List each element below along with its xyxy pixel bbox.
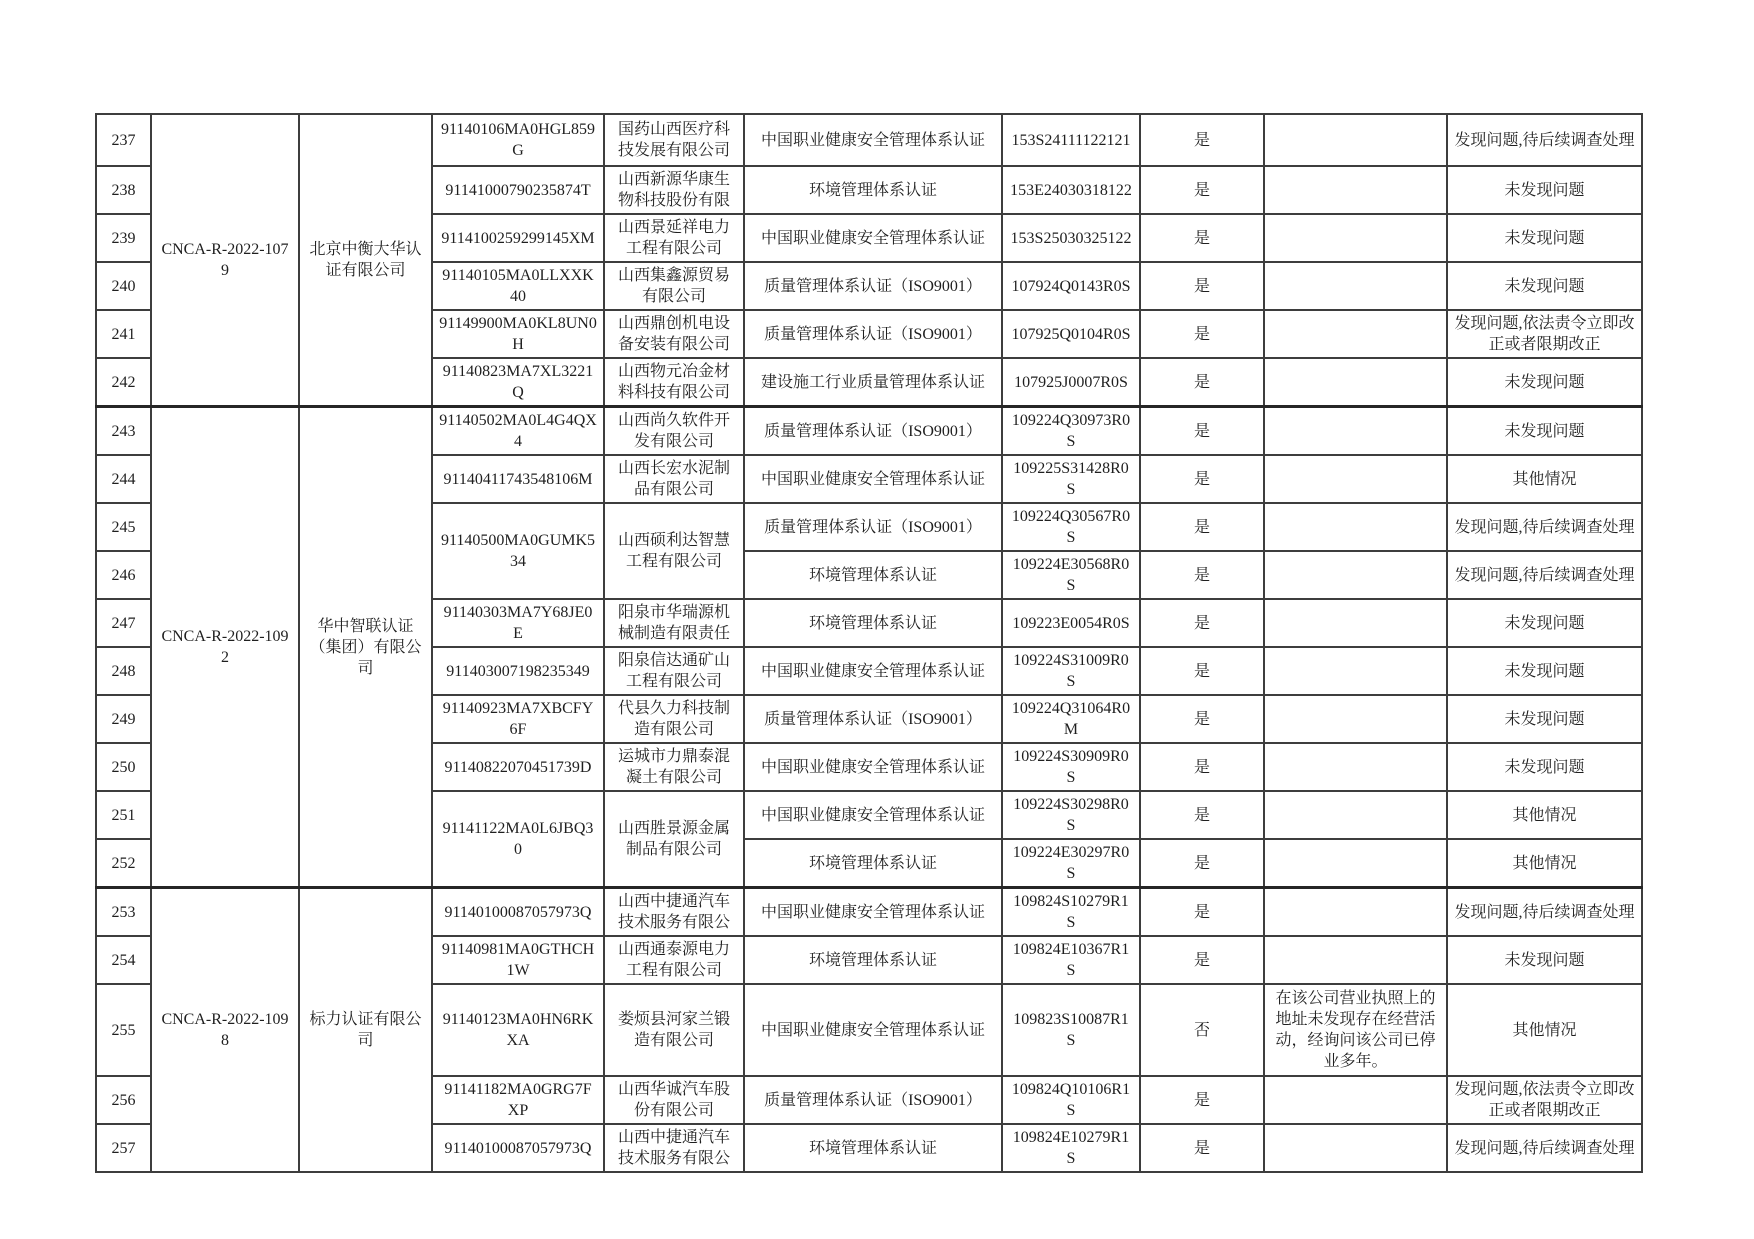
cert-number-cell: 109224Q30567R0S (1002, 503, 1140, 551)
certified-cell: 是 (1140, 695, 1264, 743)
cert-number-cell: 109824E10367R1S (1002, 936, 1140, 984)
certified-cell: 是 (1140, 839, 1264, 888)
cert-type-cell: 中国职业健康安全管理体系认证 (744, 214, 1002, 262)
cert-number-cell: 109223E0054R0S (1002, 599, 1140, 647)
certified-cell: 是 (1140, 166, 1264, 214)
row-number-cell: 249 (96, 695, 151, 743)
cert-number-cell: 109224S31009R0S (1002, 647, 1140, 695)
company-cell: 山西长宏水泥制品有限公司 (604, 455, 744, 503)
credit-code-cell: 9114100259299145XM (432, 214, 604, 262)
result-cell: 其他情况 (1447, 455, 1642, 503)
row-number-cell: 248 (96, 647, 151, 695)
cert-type-cell: 中国职业健康安全管理体系认证 (744, 114, 1002, 166)
credit-code-cell: 91140100087057973Q (432, 1124, 604, 1172)
table-row (96, 407, 1642, 456)
row-number-cell: 257 (96, 1124, 151, 1172)
row-number-cell: 245 (96, 503, 151, 551)
company-cell: 山西尚久软件开发有限公司 (604, 407, 744, 456)
company-cell: 山西通泰源电力工程有限公司 (604, 936, 744, 984)
cert-type-cell: 环境管理体系认证 (744, 599, 1002, 647)
note-cell (1264, 358, 1447, 407)
cert-type-cell: 环境管理体系认证 (744, 166, 1002, 214)
result-cell: 未发现问题 (1447, 407, 1642, 456)
cert-type-cell: 质量管理体系认证（ISO9001） (744, 695, 1002, 743)
certified-cell: 是 (1140, 936, 1264, 984)
cert-number-cell: 109224E30297R0S (1002, 839, 1140, 888)
credit-code-cell: 91140923MA7XBCFY6F (432, 695, 604, 743)
cert-number-cell: 109824S10279R1S (1002, 888, 1140, 937)
note-cell (1264, 114, 1447, 166)
note-cell (1264, 1076, 1447, 1124)
result-cell: 未发现问题 (1447, 743, 1642, 791)
row-number-cell: 244 (96, 455, 151, 503)
row-number-cell: 255 (96, 984, 151, 1076)
result-cell: 发现问题,待后续调查处理 (1447, 503, 1642, 551)
note-cell (1264, 1124, 1447, 1172)
result-cell: 未发现问题 (1447, 936, 1642, 984)
credit-code-cell: 91140500MA0GUMK534 (432, 503, 604, 599)
note-cell (1264, 936, 1447, 984)
cert-type-cell: 质量管理体系认证（ISO9001） (744, 407, 1002, 456)
certified-cell: 是 (1140, 262, 1264, 310)
note-cell (1264, 888, 1447, 937)
certified-cell: 是 (1140, 791, 1264, 839)
company-cell: 国药山西医疗科技发展有限公司 (604, 114, 744, 166)
note-cell (1264, 551, 1447, 599)
cert-number-cell: 109824Q10106R1S (1002, 1076, 1140, 1124)
cert-type-cell: 中国职业健康安全管理体系认证 (744, 984, 1002, 1076)
cert-number-cell: 109224S30298R0S (1002, 791, 1140, 839)
cert-type-cell: 中国职业健康安全管理体系认证 (744, 888, 1002, 937)
cert-type-cell: 中国职业健康安全管理体系认证 (744, 791, 1002, 839)
certification-body-cell: 标力认证有限公司 (299, 888, 432, 1173)
cert-number-cell: 153S24111122121 (1002, 114, 1140, 166)
certified-cell: 是 (1140, 310, 1264, 358)
cert-type-cell: 中国职业健康安全管理体系认证 (744, 455, 1002, 503)
result-cell: 发现问题,待后续调查处理 (1447, 114, 1642, 166)
certified-cell: 是 (1140, 599, 1264, 647)
credit-code-cell: 91140502MA0L4G4QX4 (432, 407, 604, 456)
note-cell (1264, 455, 1447, 503)
cert-number-cell: 107924Q0143R0S (1002, 262, 1140, 310)
certified-cell: 否 (1140, 984, 1264, 1076)
cert-number-cell: 153E24030318122 (1002, 166, 1140, 214)
registration-number-cell: CNCA-R-2022-1098 (151, 888, 299, 1173)
cert-type-cell: 质量管理体系认证（ISO9001） (744, 1076, 1002, 1124)
company-cell: 山西新源华康生物科技股份有限 (604, 166, 744, 214)
row-number-cell: 237 (96, 114, 151, 166)
company-cell: 山西中捷通汽车技术服务有限公 (604, 1124, 744, 1172)
credit-code-cell: 91141122MA0L6JBQ30 (432, 791, 604, 888)
cert-type-cell: 环境管理体系认证 (744, 551, 1002, 599)
credit-code-cell: 91140303MA7Y68JE0E (432, 599, 604, 647)
result-cell: 未发现问题 (1447, 599, 1642, 647)
note-cell (1264, 743, 1447, 791)
company-cell: 山西集鑫源贸易有限公司 (604, 262, 744, 310)
row-number-cell: 252 (96, 839, 151, 888)
credit-code-cell: 91140823MA7XL3221Q (432, 358, 604, 407)
note-cell (1264, 695, 1447, 743)
certified-cell: 是 (1140, 114, 1264, 166)
cert-type-cell: 质量管理体系认证（ISO9001） (744, 262, 1002, 310)
table-row (96, 114, 1642, 166)
registration-number-cell: CNCA-R-2022-1079 (151, 114, 299, 407)
credit-code-cell: 91140822070451739D (432, 743, 604, 791)
note-cell: 在该公司营业执照上的地址未发现存在经营活动，经询问该公司已停业多年。 (1264, 984, 1447, 1076)
result-cell: 发现问题,待后续调查处理 (1447, 551, 1642, 599)
cert-number-cell: 107925J0007R0S (1002, 358, 1140, 407)
certified-cell: 是 (1140, 1124, 1264, 1172)
cert-type-cell: 中国职业健康安全管理体系认证 (744, 743, 1002, 791)
result-cell: 发现问题,依法责令立即改正或者限期改正 (1447, 1076, 1642, 1124)
company-cell: 运城市力鼎泰混凝土有限公司 (604, 743, 744, 791)
cert-number-cell: 109823S10087R1S (1002, 984, 1140, 1076)
certified-cell: 是 (1140, 407, 1264, 456)
row-number-cell: 239 (96, 214, 151, 262)
row-number-cell: 254 (96, 936, 151, 984)
certified-cell: 是 (1140, 647, 1264, 695)
certified-cell: 是 (1140, 358, 1264, 407)
credit-code-cell: 91140100087057973Q (432, 888, 604, 937)
certified-cell: 是 (1140, 503, 1264, 551)
table-row (96, 888, 1642, 937)
result-cell: 其他情况 (1447, 791, 1642, 839)
registration-number-cell: CNCA-R-2022-1092 (151, 407, 299, 888)
note-cell (1264, 262, 1447, 310)
result-cell: 未发现问题 (1447, 262, 1642, 310)
row-number-cell: 251 (96, 791, 151, 839)
result-cell: 未发现问题 (1447, 166, 1642, 214)
note-cell (1264, 839, 1447, 888)
certified-cell: 是 (1140, 743, 1264, 791)
credit-code-cell: 91140106MA0HGL859G (432, 114, 604, 166)
credit-code-cell: 91140411743548106M (432, 455, 604, 503)
result-cell: 未发现问题 (1447, 358, 1642, 407)
result-cell: 未发现问题 (1447, 214, 1642, 262)
company-cell: 山西胜景源金属制品有限公司 (604, 791, 744, 888)
credit-code-cell: 91141182MA0GRG7FXP (432, 1076, 604, 1124)
company-cell: 山西物元冶金材料科技有限公司 (604, 358, 744, 407)
credit-code-cell: 91141000790235874T (432, 166, 604, 214)
row-number-cell: 241 (96, 310, 151, 358)
certification-body-cell: 北京中衡大华认证有限公司 (299, 114, 432, 407)
result-cell: 发现问题,待后续调查处理 (1447, 888, 1642, 937)
company-cell: 山西硕利达智慧工程有限公司 (604, 503, 744, 599)
company-cell: 山西中捷通汽车技术服务有限公 (604, 888, 744, 937)
note-cell (1264, 214, 1447, 262)
certified-cell: 是 (1140, 888, 1264, 937)
credit-code-cell: 91140981MA0GTHCH1W (432, 936, 604, 984)
company-cell: 山西景延祥电力工程有限公司 (604, 214, 744, 262)
result-cell: 未发现问题 (1447, 695, 1642, 743)
certified-cell: 是 (1140, 1076, 1264, 1124)
note-cell (1264, 503, 1447, 551)
cert-type-cell: 中国职业健康安全管理体系认证 (744, 647, 1002, 695)
company-cell: 娄烦县河家兰锻造有限公司 (604, 984, 744, 1076)
note-cell (1264, 647, 1447, 695)
result-cell: 其他情况 (1447, 839, 1642, 888)
cert-number-cell: 109225S31428R0S (1002, 455, 1140, 503)
credit-code-cell: 911403007198235349 (432, 647, 604, 695)
company-cell: 山西鼎创机电设备安装有限公司 (604, 310, 744, 358)
note-cell (1264, 166, 1447, 214)
row-number-cell: 246 (96, 551, 151, 599)
cert-number-cell: 109224Q30973R0S (1002, 407, 1140, 456)
certified-cell: 是 (1140, 214, 1264, 262)
cert-number-cell: 109824E10279R1S (1002, 1124, 1140, 1172)
result-cell: 发现问题,依法责令立即改正或者限期改正 (1447, 310, 1642, 358)
cert-number-cell: 107925Q0104R0S (1002, 310, 1140, 358)
certification-supervision-table (95, 113, 1643, 1173)
company-cell: 山西华诚汽车股份有限公司 (604, 1076, 744, 1124)
cert-number-cell: 153S25030325122 (1002, 214, 1140, 262)
row-number-cell: 253 (96, 888, 151, 937)
cert-number-cell: 109224Q31064R0M (1002, 695, 1140, 743)
result-cell: 发现问题,待后续调查处理 (1447, 1124, 1642, 1172)
row-number-cell: 240 (96, 262, 151, 310)
note-cell (1264, 599, 1447, 647)
certified-cell: 是 (1140, 551, 1264, 599)
row-number-cell: 250 (96, 743, 151, 791)
note-cell (1264, 407, 1447, 456)
certification-body-cell: 华中智联认证（集团）有限公司 (299, 407, 432, 888)
row-number-cell: 238 (96, 166, 151, 214)
company-cell: 阳泉市华瑞源机械制造有限责任 (604, 599, 744, 647)
company-cell: 代县久力科技制造有限公司 (604, 695, 744, 743)
note-cell (1264, 310, 1447, 358)
cert-type-cell: 环境管理体系认证 (744, 936, 1002, 984)
row-number-cell: 242 (96, 358, 151, 407)
cert-type-cell: 质量管理体系认证（ISO9001） (744, 310, 1002, 358)
row-number-cell: 247 (96, 599, 151, 647)
result-cell: 未发现问题 (1447, 647, 1642, 695)
company-cell: 阳泉信达通矿山工程有限公司 (604, 647, 744, 695)
cert-number-cell: 109224S30909R0S (1002, 743, 1140, 791)
credit-code-cell: 91140123MA0HN6RKXA (432, 984, 604, 1076)
certified-cell: 是 (1140, 455, 1264, 503)
cert-type-cell: 建设施工行业质量管理体系认证 (744, 358, 1002, 407)
credit-code-cell: 91149900MA0KL8UN0H (432, 310, 604, 358)
row-number-cell: 256 (96, 1076, 151, 1124)
result-cell: 其他情况 (1447, 984, 1642, 1076)
credit-code-cell: 91140105MA0LLXXK40 (432, 262, 604, 310)
cert-type-cell: 环境管理体系认证 (744, 1124, 1002, 1172)
cert-type-cell: 环境管理体系认证 (744, 839, 1002, 888)
cert-number-cell: 109224E30568R0S (1002, 551, 1140, 599)
note-cell (1264, 791, 1447, 839)
cert-type-cell: 质量管理体系认证（ISO9001） (744, 503, 1002, 551)
row-number-cell: 243 (96, 407, 151, 456)
